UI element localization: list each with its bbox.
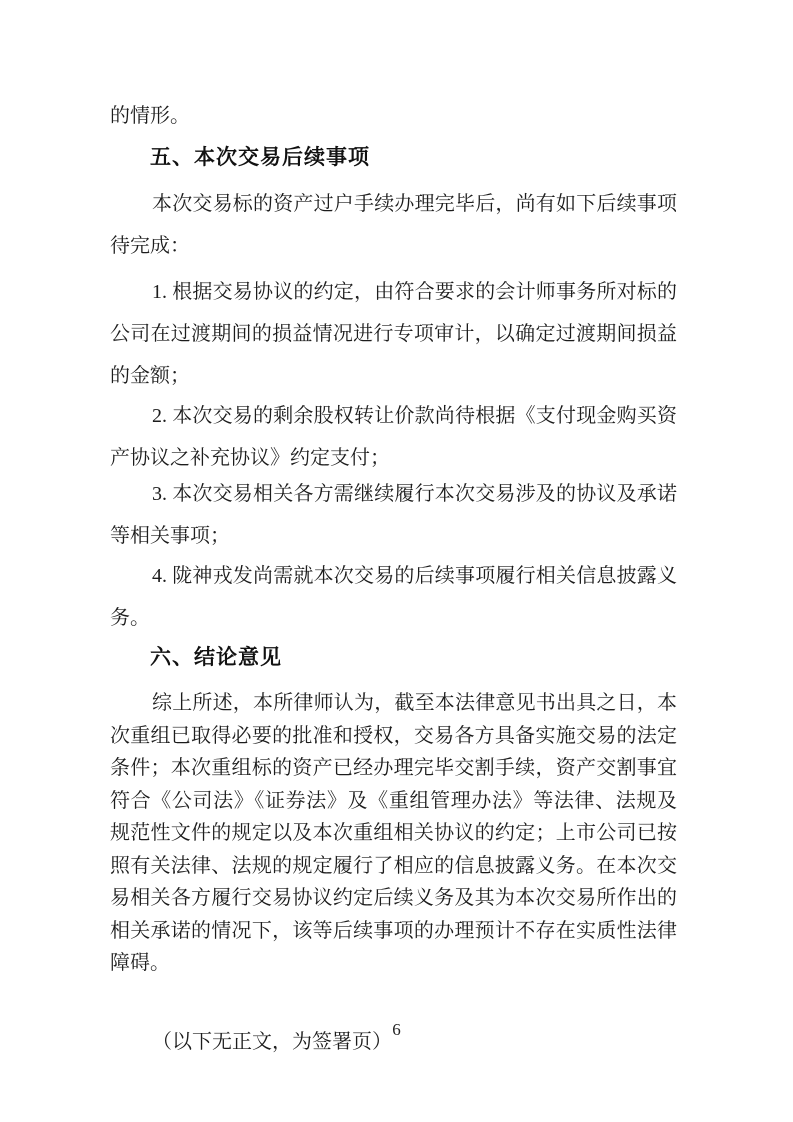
section-5-intro-paragraph: 本次交易标的资产过户手续办理完毕后，尚有如下后续事项待完成： bbox=[110, 193, 677, 257]
continuation-paragraph: 的情形。 bbox=[110, 105, 190, 127]
section-5-heading: 五、本次交易后续事项 bbox=[150, 146, 370, 169]
section-5-item-4: 4. 陇神戎发尚需就本次交易的后续事项履行相关信息披露义务。 bbox=[110, 565, 677, 629]
section-5-item-3: 3. 本次交易相关各方需继续履行本次交易涉及的协议及承诺等相关事项； bbox=[110, 483, 677, 547]
document-body bbox=[110, 95, 677, 1063]
signature-note: （以下无正文，为签署页） bbox=[152, 1030, 392, 1053]
section-6-heading: 六、结论意见 bbox=[150, 646, 282, 669]
page-number: 6 bbox=[392, 1020, 401, 1039]
conclusion-paragraph: 综上所述，本所律师认为，截至本法律意见书出具之日，本次重组已取得必要的批准和授权，交易各方具备实施交易的法定条件；本次重组标的资产已经办理完毕交割手续，资产交割事宜符合《公司法》《证券法》及《重组管理办法》等法律、法规及规范性文件的规定以及本次重组相关协议的约定；上市公司已按照有关法律、法规的规定履行了相应的信息披露义务。在本次交易相关各方履行交易协议约定后续义务及其为本次交易所作出的相关承诺的情况下，该等后续事项的办理预计不存在实质性法律障碍。 bbox=[110, 692, 677, 974]
section-5-item-1: 1. 根据交易协议的约定，由符合要求的会计师事务所对标的公司在过渡期间的损益情况进行专项审计，以确定过渡期间损益的金额； bbox=[110, 281, 677, 387]
section-5-item-2: 2. 本次交易的剩余股权转让价款尚待根据《支付现金购买资产协议之补充协议》约定支付； bbox=[110, 405, 677, 469]
